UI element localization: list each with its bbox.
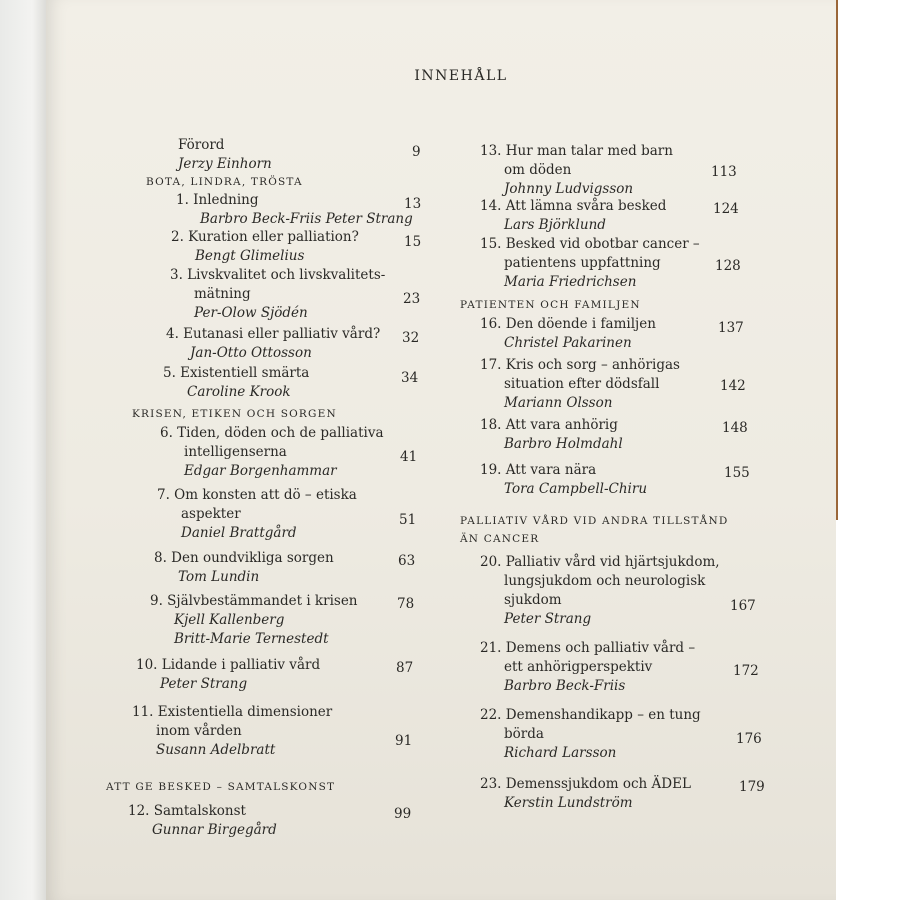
entry-page-number: 113 (711, 164, 737, 180)
entry-author: Kerstin Lundström (504, 795, 633, 811)
entry-author: Jan-Otto Ottosson (190, 345, 312, 361)
entry-title-line: patientens uppfattning (504, 255, 661, 271)
toc-entry (171, 228, 359, 266)
toc-entry (163, 364, 309, 402)
entry-author: Caroline Krook (187, 384, 291, 400)
entry-title-line: lungsjukdom och neurologisk (504, 573, 706, 589)
entry-page-number: 124 (713, 201, 739, 217)
entry-author: Christel Pakarinen (504, 335, 632, 351)
entry-page-number: 9 (412, 144, 421, 160)
entry-page-number: 137 (718, 320, 744, 336)
entry-author: Kjell Kallenberg (174, 612, 285, 628)
page-title: INNEHÅLL (414, 68, 508, 84)
entry-page-number: 15 (404, 234, 422, 250)
toc-entry (166, 325, 380, 363)
section-heading-line: ÄN CANCER (460, 533, 540, 545)
toc-entry (480, 416, 623, 454)
entry-title-line: om döden (504, 162, 572, 178)
entry-title-line: 7. Om konsten att dö – etiska (157, 487, 357, 503)
entry-title-line: börda (504, 726, 544, 742)
toc-entry (160, 424, 384, 481)
section-heading-line: KRISEN, ETIKEN OCH SORGEN (132, 408, 337, 420)
entry-title-line: ett anhörigperspektiv (504, 659, 653, 675)
section-heading (146, 173, 303, 191)
entry-page-number: 99 (394, 806, 412, 822)
section-heading (460, 296, 641, 314)
toc-entry (480, 639, 695, 696)
entry-author: Edgar Borgenhammar (184, 463, 337, 479)
entry-page-number: 87 (396, 660, 414, 676)
entry-page-number: 32 (402, 330, 420, 346)
toc-entry (480, 142, 673, 199)
entry-author: Bengt Glimelius (195, 248, 305, 264)
entry-title-line: 4. Eutanasi eller palliativ vård? (166, 326, 381, 342)
entry-page-number: 142 (720, 378, 746, 394)
entry-author: Barbro Beck-Friis (504, 678, 626, 694)
toc-entry (480, 315, 656, 353)
toc-entry (480, 706, 701, 763)
entry-title-line: 1. Inledning (176, 192, 259, 208)
toc-entry (480, 197, 666, 235)
entry-title-line: 6. Tiden, döden och de palliativa (160, 425, 384, 441)
entry-author: Barbro Holmdahl (504, 436, 623, 452)
entry-author: Tora Campbell-Chiru (504, 481, 648, 497)
entry-title-line: aspekter (181, 506, 241, 522)
entry-title-line: 15. Besked vid obotbar cancer – (480, 236, 700, 252)
entry-author: Mariann Olsson (504, 395, 613, 411)
entry-title-line: 16. Den döende i familjen (480, 316, 656, 332)
entry-title-line: 20. Palliativ vård vid hjärtsjukdom, (480, 554, 720, 570)
entry-page-number: 78 (397, 596, 415, 612)
entry-author: Peter Strang (504, 611, 592, 627)
entry-page-number: 34 (401, 370, 419, 386)
entry-title-line: 23. Demenssjukdom och ÄDEL (480, 776, 691, 792)
section-heading (106, 778, 335, 796)
entry-page-number: 179 (739, 779, 765, 795)
entry-title-line: 11. Existentiella dimensioner (132, 704, 333, 720)
entry-title-line: 13. Hur man talar med barn (480, 143, 673, 159)
toc-entry (132, 703, 332, 760)
toc-entry (480, 356, 680, 413)
entry-author: Daniel Brattgård (181, 525, 297, 541)
entry-page-number: 13 (404, 196, 422, 212)
entry-title-line: sjukdom (504, 592, 562, 608)
entry-author: Maria Friedrichsen (504, 274, 637, 290)
toc-entry (480, 775, 691, 813)
entry-title-line: 21. Demens och palliativ vård – (480, 640, 696, 656)
entry-title-line: 18. Att vara anhörig (480, 417, 618, 433)
entry-author: Richard Larsson (504, 745, 617, 761)
entry-page-number: 176 (736, 731, 762, 747)
section-heading-line: PATIENTEN OCH FAMILJEN (460, 299, 641, 311)
entry-title-line: 19. Att vara nära (480, 462, 597, 478)
toc-entry (150, 592, 358, 649)
entry-page-number: 148 (722, 420, 748, 436)
entry-title-line: 10. Lidande i palliativ vård (136, 657, 321, 673)
entry-page-number: 91 (395, 733, 413, 749)
section-heading (132, 405, 337, 423)
entry-page-number: 172 (733, 663, 759, 679)
toc-entry (176, 191, 413, 229)
entry-author: Gunnar Birgegård (152, 822, 277, 838)
toc-entry (480, 235, 700, 292)
entry-title-line: 14. Att lämna svåra besked (480, 198, 667, 214)
entry-page-number: 23 (403, 291, 421, 307)
entry-title-line: 9. Självbestämmandet i krisen (150, 593, 358, 609)
entry-title-line: 3. Livskvalitet och livskvalitets- (170, 267, 386, 283)
entry-author: Johnny Ludvigsson (504, 181, 634, 197)
entry-title-line: 22. Demenshandikapp – en tung (480, 707, 701, 723)
entry-page-number: 128 (715, 258, 741, 274)
entry-page-number: 63 (398, 553, 416, 569)
entry-title-line: situation efter dödsfall (504, 376, 660, 392)
toc-entry (157, 486, 357, 543)
entry-title-line: intelligenserna (184, 444, 287, 460)
toc-entry (154, 549, 334, 587)
entry-page-number: 51 (399, 512, 417, 528)
entry-title-line: 8. Den oundvikliga sorgen (154, 550, 334, 566)
entry-title-line: mätning (194, 286, 251, 302)
entry-title-line: 5. Existentiell smärta (163, 365, 310, 381)
toc-entry (128, 802, 277, 840)
toc-entry (480, 553, 720, 629)
entry-author: Per-Olow Sjödén (194, 305, 308, 321)
toc-entry (480, 461, 647, 499)
entry-page-number: 167 (730, 598, 756, 614)
entry-title-line: Förord (178, 137, 225, 153)
entry-author: Britt-Marie Ternestedt (174, 631, 329, 647)
entry-author: Susann Adelbratt (156, 742, 276, 758)
entry-author: Peter Strang (160, 676, 248, 692)
toc-entry (170, 266, 385, 323)
entry-author: Lars Björklund (504, 217, 606, 233)
book-page (46, 0, 836, 900)
toc-entry (178, 136, 272, 174)
section-heading-line: BOTA, LINDRA, TRÖSTA (146, 176, 303, 188)
entry-title-line: 2. Kuration eller palliation? (171, 229, 359, 245)
entry-author: Jerzy Einhorn (178, 156, 272, 172)
entry-page-number: 41 (400, 449, 418, 465)
entry-title-line: 17. Kris och sorg – anhörigas (480, 357, 680, 373)
section-heading-line: PALLIATIV VÅRD VID ANDRA TILLSTÅND (460, 515, 729, 527)
section-heading-line: ATT GE BESKED – SAMTALSKONST (106, 781, 336, 793)
toc-entry (136, 656, 320, 694)
section-heading (460, 512, 728, 548)
entry-author: Tom Lundin (178, 569, 260, 585)
entry-title-line: 12. Samtalskonst (128, 803, 246, 819)
entry-author: Barbro Beck-Friis Peter Strang (200, 211, 413, 227)
entry-page-number: 155 (724, 465, 750, 481)
adjacent-page-edge (0, 0, 46, 900)
entry-title-line: inom vården (156, 723, 242, 739)
